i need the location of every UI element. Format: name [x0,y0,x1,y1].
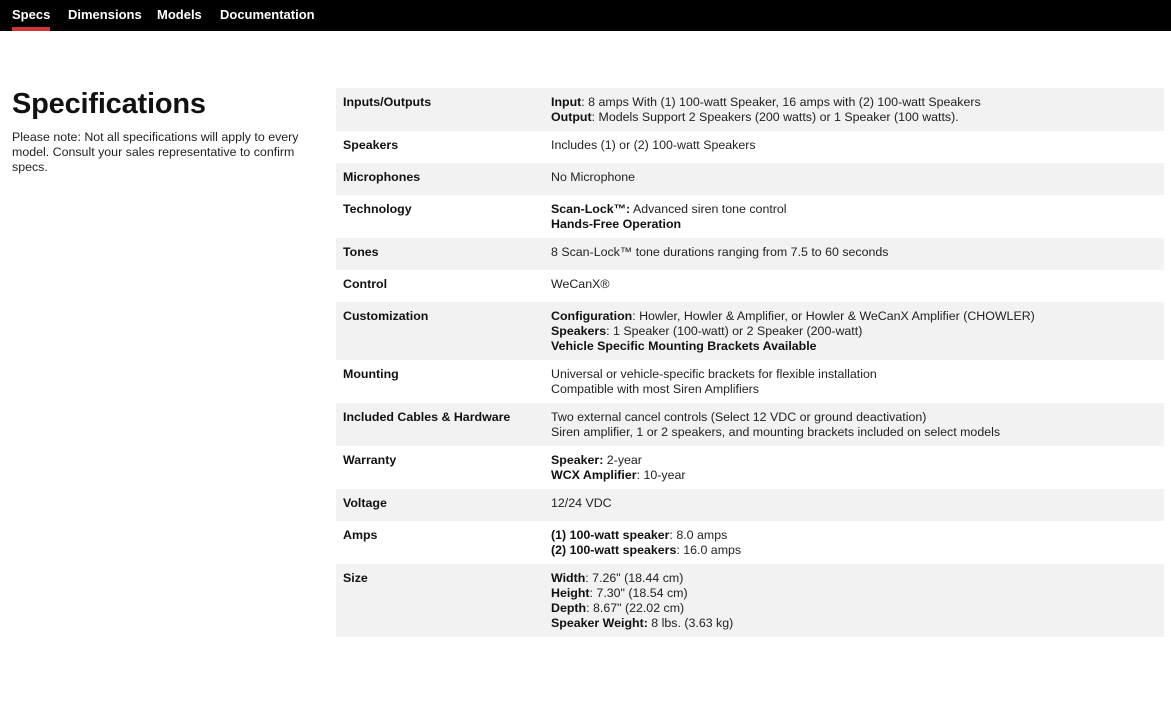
spec-row [336,238,1164,270]
spec-value-bold: Scan-Lock™: [551,202,631,216]
spec-label: Inputs/Outputs [343,95,432,109]
spec-value-line [551,217,1164,232]
spec-value-text: : 1 Speaker (100-watt) or 2 Speaker (200-watt) [606,324,863,338]
specifications-table [336,88,1164,637]
spec-label: Included Cables & Hardware [343,410,511,424]
spec-value-line [551,543,1164,558]
spec-row [336,270,1164,302]
spec-value-line [551,468,1164,483]
spec-value-line [551,95,1164,110]
spec-value-bold: Output [551,110,592,124]
spec-value-line [551,616,1164,631]
spec-row [336,446,1164,489]
spec-row [336,302,1164,360]
tab-documentation[interactable]: Documentation [220,7,315,22]
spec-value-text: Universal or vehicle-specific brackets for flexible installation [551,367,877,381]
spec-value-bold: (2) 100-watt speakers [551,543,677,557]
spec-row [336,88,1164,131]
spec-label: Customization [343,309,429,323]
spec-value-bold: Vehicle Specific Mounting Brackets Available [551,339,817,353]
spec-value-text: 12/24 VDC [551,496,612,510]
spec-value-text: : Models Support 2 Speakers (200 watts) or 1 Speaker (100 watts). [591,110,959,124]
spec-value [551,277,1164,296]
spec-value-bold: (1) 100-watt speaker [551,528,670,542]
spec-value-text: : 8 amps With (1) 100-watt Speaker, 16 amps with (2) 100-watt Speakers [581,95,981,109]
spec-value-bold: Speaker: [551,453,604,467]
spec-label: Tones [343,245,379,259]
spec-value [551,367,1164,397]
spec-value-text: Two external cancel controls (Select 12 VDC or ground deactivation) [551,410,927,424]
spec-value-line [551,277,1164,292]
spec-value-text: : 7.30" (18.54 cm) [589,586,688,600]
spec-value-bold: Width [551,571,586,585]
spec-value-line [551,453,1164,468]
spec-value-text: : 16.0 amps [676,543,742,557]
spec-value-line [551,245,1164,260]
spec-value-line [551,571,1164,586]
spec-value-line [551,309,1164,324]
spec-value-line [551,138,1164,153]
spec-value-text: Siren amplifier, 1 or 2 speakers, and mounting brackets included on select models [551,425,1001,439]
spec-value [551,453,1164,483]
tab-dimensions[interactable]: Dimensions [68,7,142,22]
spec-label: Warranty [343,453,397,467]
spec-label: Voltage [343,496,387,510]
spec-value-text: Compatible with most Siren Amplifiers [551,382,759,396]
spec-value-text: Advanced siren tone control [630,202,787,216]
spec-value-line [551,410,1164,425]
spec-value-line [551,202,1164,217]
spec-value [551,528,1164,558]
spec-row [336,163,1164,195]
spec-value [551,245,1164,264]
spec-value-text: 2-year [603,453,642,467]
spec-label: Amps [343,528,378,542]
spec-value-text: 8 Scan-Lock™ tone durations ranging from 7.5 to 60 seconds [551,245,889,259]
top-navigation [0,0,1171,31]
spec-value-bold: Speakers [551,324,607,338]
spec-value-bold: Height [551,586,590,600]
spec-row [336,131,1164,163]
tab-specs[interactable]: Specs [12,0,50,31]
spec-value [551,202,1164,232]
spec-value-line [551,528,1164,543]
spec-value-text: No Microphone [551,170,636,184]
spec-value-text: : 8.67" (22.02 cm) [586,601,685,615]
spec-label: Technology [343,202,412,216]
spec-value-text: : 7.26" (18.44 cm) [585,571,684,585]
spec-value-text: 8 lbs. (3.63 kg) [647,616,734,630]
spec-value-bold: WCX Amplifier [551,468,637,482]
spec-value-text: Includes (1) or (2) 100-watt Speakers [551,138,756,152]
spec-label: Control [343,277,388,291]
spec-value-text: WeCanX® [551,277,610,291]
spec-value [551,170,1164,189]
spec-value-line [551,601,1164,616]
spec-label: Microphones [343,170,421,184]
spec-value-line [551,425,1164,440]
spec-value [551,571,1164,631]
spec-value [551,496,1164,515]
spec-value-line [551,110,1164,125]
spec-value-line [551,367,1164,382]
spec-row [336,360,1164,403]
spec-label: Speakers [343,138,399,152]
spec-value [551,138,1164,157]
spec-value-bold: Hands-Free Operation [551,217,682,231]
spec-value-line [551,339,1164,354]
spec-row [336,195,1164,238]
spec-value-bold: Depth [551,601,587,615]
spec-value-text: : 10-year [636,468,686,482]
spec-value-text: : 8.0 amps [669,528,728,542]
spec-value-line [551,170,1164,185]
spec-value-line [551,496,1164,511]
page-title: Specifications [12,88,206,120]
spec-value-line [551,324,1164,339]
spec-value [551,410,1164,440]
disclaimer-note: Please note: Not all specifications will apply to every model. Consult your sales representative to confirm specs. [12,130,299,174]
spec-value [551,309,1164,354]
spec-row [336,564,1164,637]
spec-row [336,403,1164,446]
spec-label: Size [343,571,368,585]
tab-models[interactable]: Models [157,7,202,22]
spec-label: Mounting [343,367,399,381]
spec-row [336,521,1164,564]
spec-value-bold: Input [551,95,582,109]
spec-value-line [551,586,1164,601]
spec-value [551,95,1164,125]
spec-value-text: : Howler, Howler & Amplifier, or Howler & WeCanX Amplifier (CHOWLER) [632,309,1035,323]
spec-value-bold: Speaker Weight: [551,616,648,630]
spec-value-bold: Configuration [551,309,633,323]
spec-value-line [551,382,1164,397]
spec-row [336,489,1164,521]
